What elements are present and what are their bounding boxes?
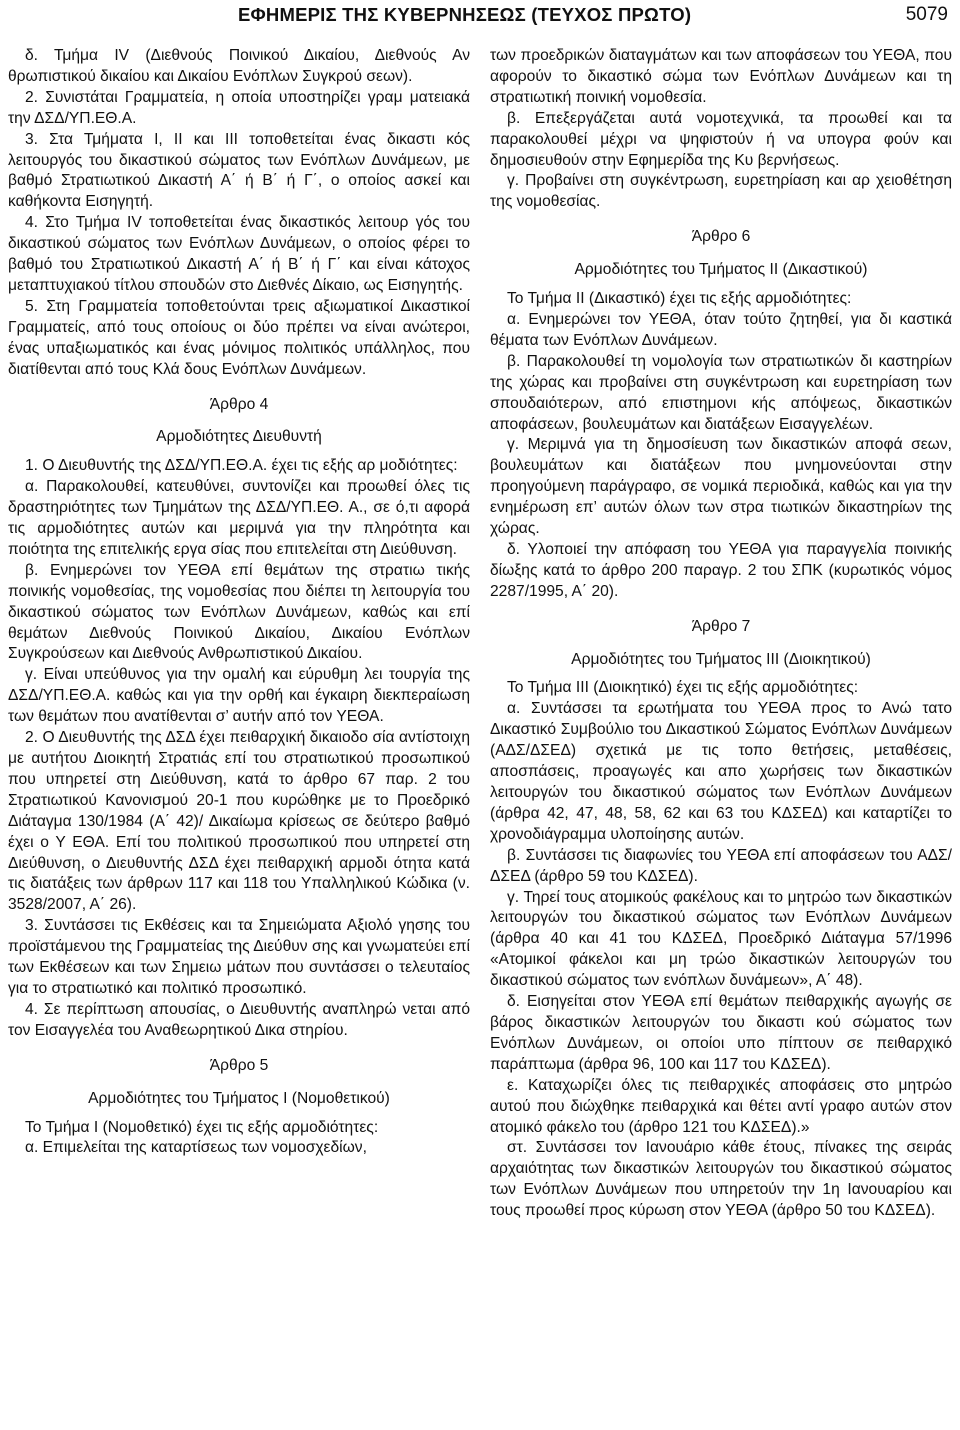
paragraph: Το Τμήμα III (Διοικητικό) έχει τις εξής αρμοδιότητες: [507,679,859,697]
page-header [0,0,960,34]
paragraph: των προεδρικών διαταγμάτων και των αποφάσεων του ΥΕΘΑ, που αφορούν το δικαστικό σώμα των Ενόπλων Δυνάμεων και τη στρατιωτική ποινική νομοθεσία. [490,47,952,106]
page-number: 5079 [905,4,948,25]
right-column [490,46,952,1222]
paragraph: Το Τμήμα II (Δικαστικό) έχει τις εξής αρμοδιότητες: [507,290,852,308]
paragraph: γ. Προβαίνει στη συγκέντρωση, ευρετηρίαση και αρ χειοθέτηση της νομοθεσίας. [490,172,952,211]
article-7-title: Άρθρο 7 [691,617,751,635]
paragraph: 3. Συντάσσει τις Εκθέσεις και τα Σημειώματα Αξιολό γησης του προϊστάμενου της Γραμματείας της Διεύθυν σης και γνωματεύει επί των Εκθέσεων και των Σημειω μάτων που συντάσσει ο τελευταίος για το στρατιωτικό και πολιτικό προσωπικό. [8,917,470,997]
paragraph: στ. Συντάσσει τον Ιανουάριο κάθε έτους, πίνακες της σειράς αρχαιότητας των δικαστικών λειτουργών του δικαστικού σώματος των Ενόπλων Δυνάμεων που υπηρετούν την 1η Ιανουαρίου και τους προωθεί προς κύρωση στον ΥΕΘΑ (άρθρο 50 του ΚΔΣΕΔ). [490,1139,952,1220]
paragraph: 4. Στο Τμήμα IV τοποθετείται ένας δικαστικός λειτουρ γός του δικαστικού σώματος των Ενόπλων Δυνάμεων, ο οποίος φέρει το βαθμό του Στρατιωτικού Δικαστή Α΄ ή Β΄ ή Γ΄ και είναι κάτοχος μεταπτυχιακού τίτλου σπουδών στο Διεθνές Δίκαιο, ως Εισηγητής. [8,214,470,294]
paragraph: Το Τμήμα I (Νομοθετικό) έχει τις εξής αρμοδιότητες: [25,1118,379,1136]
paragraph: 3. Στα Τμήματα I, II και III τοποθετείται ένας δικαστι κός λειτουργός του δικαστικού σώματος των Ενόπλων Δυνάμεων, με βαθμό Στρατιωτικού Δικαστή Α΄ ή Β΄ ή Γ΄, ο οποίος ασκεί και καθήκοντα Εισηγητή. [8,130,470,211]
article-4-title: Άρθρο 4 [209,395,269,413]
paragraph: α. Επιμελείται της καταρτίσεως των νομοσχεδίων, [25,1139,367,1157]
article-5-title: Άρθρο 5 [209,1056,269,1074]
paragraph: δ. Εισηγείται στον ΥΕΘΑ επί θεμάτων πειθαρχικής αγωγής σε βάρος δικαστικών λειτουργών του δικαστι κού σώματος των Ενόπλων Δυνάμεων, οι οποίοι υπο πίπτουν σε πειθαρχικό παράπτωμα (άρθρα 96, 100 και 117 του ΚΔΣΕΔ). [490,993,952,1073]
paragraph: α. Ενημερώνει τον ΥΕΘΑ, όταν τούτο ζητηθεί, για δι καστικά θέματα των Ενόπλων Δυνάμεων. [490,310,952,349]
article-6-title: Άρθρο 6 [691,228,751,246]
article-4-subtitle: Αρμοδιότητες Διευθυντή [156,428,322,446]
paragraph: γ. Είναι υπεύθυνος για την ομαλή και εύρυθμη λει τουργία της ΔΣΔ/ΥΠ.ΕΘ.Α. καθώς και για την ορθή και έγκαιρη διεκπεραίωση των θεμάτων που ανατίθενται σ’ αυτήν από τον ΥΕΘΑ. [8,666,470,726]
paragraph: δ. Υλοποιεί την απόφαση του ΥΕΘΑ για παραγγελία ποινικής δίωξης κατά το άρθρο 200 παραγρ. 2 του ΣΠΚ (κυρωτικός νόμος 2287/1995, Α΄ 20). [490,540,952,600]
article-7-subtitle: Αρμοδιότητες του Τμήματος III (Διοικητικού) [571,650,871,668]
article-5-subtitle: Αρμοδιότητες του Τμήματος I (Νομοθετικού) [88,1089,390,1107]
paragraph: ε. Καταχωρίζει όλες τις πειθαρχικές αποφάσεις στο μητρώο αυτού που διώχθηκε πειθαρχικά και θέτει αντί γραφο αυτών στον ατομικό φάκελο του (άρθρο 121 του ΚΔΣΕΔ).» [490,1076,952,1136]
article-6-subtitle: Αρμοδιότητες του Τμήματος II (Δικαστικού) [574,261,868,279]
paragraph: β. Ενημερώνει τον ΥΕΘΑ επί θεμάτων της στρατιω τικής ποινικής νομοθεσίας, της νομοθεσίας που διέπει τη λειτουργία του δικαστικού σώματος των Ενόπλων Δυνάμεων, καθώς και επί θεμάτων Διεθνούς Ποινικού Δικαίου, Δικαίου Ενόπλων Συγκρούσεων και Διεθνούς Ανθρωπιστικού Δικαίου. [8,561,470,663]
paragraph: 2. Ο Διευθυντής της ΔΣΔ έχει πειθαρχική δικαιοδο σία αντίστοιχη με αυτήτου Διοικητή Στρατιάς επί του στρατιωτικού προσωπικού που υπηρετεί στη Διεύθυνση, κατά το άρθρο 67 παρ. 2 του Στρατιωτικού Κανονισμού 20-1 που κυρώθηκε με το Προεδρικό Διάταγμα 130/1984 (Α΄ 42)/ Δικαίωμα κρίσεως σε δεύτερο βαθμό έχει ο Υ ΕΘΑ. Επί του πολιτικού προσωπικού που υπηρετεί στη Διεύθυνση, ο Διευθυντής ΔΣΔ έχει πειθαρχική αρμοδι ότητα κατά τις διατάξεις των άρθρων 117 και 118 του Υπαλληλικού Κώδικα (ν. 3528/2007, Α΄ 26). [8,729,470,914]
paragraph: γ. Τηρεί τους ατομικούς φακέλους και το μητρώο των δικαστικών λειτουργών του δικαστικού σώματος των Ενόπλων Δυνάμεων (άρθρα 40 και 41 του ΚΔΣΕΔ, Προεδρικό Διάταγμα 57/1996 «Ατομικοί φάκελοι και μη τρώο δικαστικών λειτουργών του δικαστικού σώματος των ενόπλων δυνάμεων», Α΄ 48). [490,888,952,990]
paragraph: β. Συντάσσει τις διαφωνίες του ΥΕΘΑ επί αποφάσεων του ΑΔΣ/ΔΣΕΔ (άρθρο 59 του ΚΔΣΕΔ). [490,846,952,885]
paragraph: α. Παρακολουθεί, κατευθύνει, συντονίζει και προωθεί όλες τις δραστηριότητες των Τμημάτων της ΔΣΔ/ΥΠ.ΕΘ. Α., σε ό,τι αφορά τις αρμοδιότητες αυτών και μεριμνά για την πληρότητα και ποιότητα της επιτελικής εργα σίας που επιτελείται στη Διεύθυνση. [8,478,470,558]
paragraph: β. Επεξεργάζεται αυτά νομοτεχνικά, τα προωθεί και τα παρακολουθεί μέχρι να ψηφιστούν ή να υπογρα φούν και δημοσιευθούν στην Εφημερίδα της Κυ βερνήσεως. [490,109,952,169]
paragraph: γ. Μεριμνά για τη δημοσίευση των δικαστικών αποφά σεων, βουλευμάτων και διατάξεων που μνημονεύονται στην προηγούμενη παράγραφο, σε νομικά περιοδικά, καθώς και για την ενημέρωση επ’ αυτών όλων των στρα τιωτικών δικαστηρίων της χώρας. [490,436,952,538]
paragraph: 5. Στη Γραμματεία τοποθετούνται τρεις αξιωματικοί Δικαστικοί Γραμματείς, από τους οποίους οι δύο πρέπει να είναι ανώτεροι, ένας υπαξιωματικός και ένας μόνιμος πολιτικός υπάλληλος, που διατίθενται από τους Κλά δους Ενόπλων Δυνάμεων. [8,297,470,378]
paragraph: δ. Τμήμα IV (Διεθνούς Ποινικού Δικαίου, Διεθνούς Αν θρωπιστικού δικαίου και Δικαίου Ενόπλων Συγκρού σεων). [8,47,470,85]
paragraph: 2. Συνιστάται Γραμματεία, η οποία υποστηρίζει γραμ ματειακά την ΔΣΔ/ΥΠ.ΕΘ.Α. [8,88,470,127]
gazette-title: ΕΦΗΜΕΡΙΣ ΤΗΣ ΚΥΒΕΡΝΗΣΕΩΣ (ΤΕΥΧΟΣ ΠΡΩΤΟ) [238,4,692,25]
paragraph: 1. Ο Διευθυντής της ΔΣΔ/ΥΠ.ΕΘ.Α. έχει τις εξής αρ μοδιότητες: [25,457,458,475]
paragraph: α. Συντάσσει τα ερωτήματα του ΥΕΘΑ προς το Ανώ τατο Δικαστικό Συμβούλιο του Δικαστικού Σώματος Ενόπλων Δυνάμεων (ΑΔΣ/ΔΣΕΔ) σχετικά με τις τοπο θετήσεις, μεταθέσεις, αποσπάσεις, προαγωγές και απο χωρήσεις των δικαστικών λειτουργών του δικαστικού σώματος των Ενόπλων Δυνάμεων (άρθρα 42, 47, 48, 58, 62 και 63 του ΚΔΣΕΔ) και καταρτίζει το χρονοδιάγραμμα υλοποίησης αυτών. [490,700,952,843]
left-column [8,46,470,1159]
paragraph: 4. Σε περίπτωση απουσίας, ο Διευθυντής αναπληρώ νεται από τον Εισαγγελέα του Αναθεωρητικού Δικα στηρίου. [8,1000,470,1039]
paragraph: β. Παρακολουθεί τη νομολογία των στρατιωτικών δι καστηρίων της χώρας και προβαίνει στη συγκέντρωση και ευρετηρίαση των σπουδαιότερων, από επιστημονι κής απόψεως, δικαστικών αποφάσεων, βουλευμάτων και διατάξεων Εισαγγελέων. [490,352,952,433]
